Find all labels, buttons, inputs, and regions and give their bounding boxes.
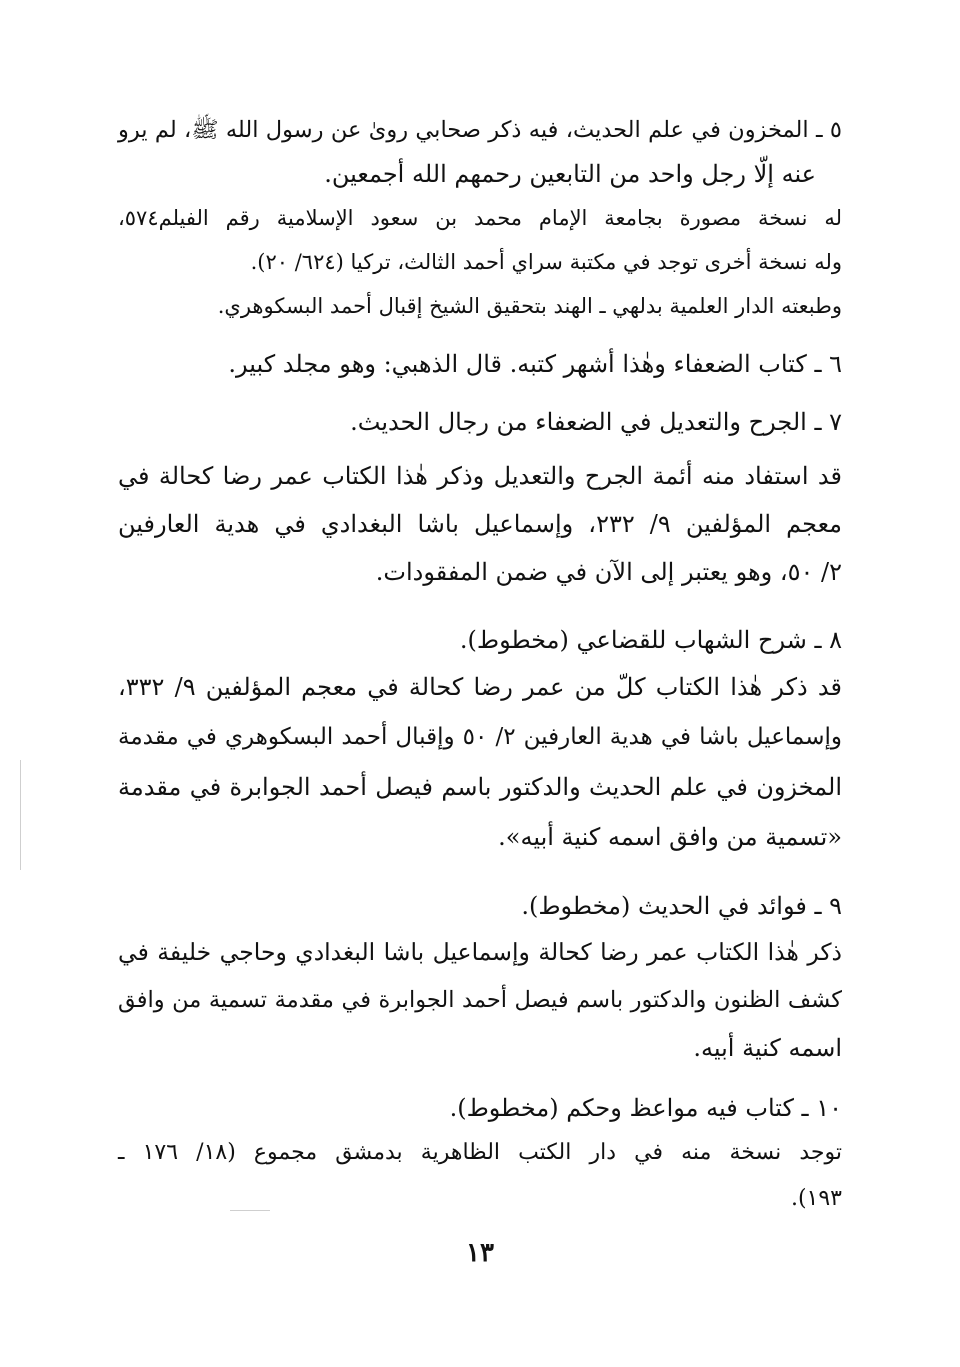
entry-8-line-5: «تسمية من وافق اسمه كنية أبيه». [498, 823, 842, 851]
entry-10-line-3: ١٩٣). [790, 1186, 842, 1211]
entry-6 [118, 342, 842, 386]
entry-7 [118, 400, 842, 596]
page-number: ١٣ [466, 1238, 494, 1268]
entry-8-line-4: المخزون في علم الحديث والدكتور باسم فيصل أحمد الجوابرة في مقدمة [118, 773, 843, 801]
entry-8-line-2: قد ذكر هٰذا الكتاب كلّ من عمر رضا كحالة في معجم المؤلفين ٩/ ٣٣٢، [118, 673, 842, 701]
entry-5 [118, 108, 842, 328]
entry-10-line-1: ١٠ ـ كتاب فيه مواعظ وحكم (مخطوط). [449, 1094, 842, 1122]
entry-5-line-2: عنه إلّا رجل واحد من التابعين رحمهم الله أجمعين. [324, 160, 816, 188]
entry-5-line-5: وطبعته الدار العلمية بدلهي ـ الهند بتحقيق الشيخ إقبال أحمد البسكوهري. [217, 294, 842, 318]
entry-8 [118, 618, 842, 862]
scan-mark-left [20, 760, 21, 870]
entry-8-line-1: ٨ ـ شرح الشهاب للقضاعي (مخطوط). [459, 626, 842, 654]
entry-10-line-2: توجد نسخة منه في دار الكتب الظاهرية بدمشق مجموع (١٨/ ١٧٦ ـ [118, 1140, 842, 1165]
entry-6-line-1: ٦ ـ كتاب الضعفاء وهٰذا أشهر كتبه. قال الذهبي: وهو مجلد كبير. [228, 350, 842, 378]
entry-9-line-2: ذكر هٰذا الكتاب عمر رضا كحالة وإسماعيل باشا البغدادي وحاجي خليفة في [118, 938, 842, 966]
entry-9-line-1: ٩ ـ فوائد في الحديث (مخطوط). [521, 892, 842, 920]
entry-7-line-3: معجم المؤلفين ٩/ ٢٣٢، وإسماعيل باشا البغدادي في هدية العارفين [118, 510, 843, 538]
entry-8-line-3: وإسماعيل باشا في هدية العارفين ٢/ ٥٠ وإقبال أحمد البسكوهري في مقدمة [118, 724, 842, 750]
entry-5-line-4: وله نسخة أخرى توجد في مكتبة سراي أحمد الثالث، تركيا (٦٢٤/ ٢٠). [250, 250, 842, 274]
page-body [118, 108, 842, 1222]
entry-7-line-1: ٧ ـ الجرح والتعديل في الضعفاء من رجال الحديث. [350, 408, 842, 436]
entry-5-line-3: له نسخة مصورة بجامعة الإمام محمد بن سعود الإسلامية رقم الفيلم٥٧٤، [118, 206, 842, 230]
entry-10 [118, 1086, 842, 1222]
entry-7-line-4: ٢/ ٥٠، وهو يعتبر إلى الآن في ضمن المفقودات. [375, 558, 842, 586]
scan-mark-bottom [230, 1210, 270, 1211]
entry-9-line-4: اسمه كنية أبيه. [693, 1034, 842, 1062]
entry-7-line-2: قد استفاد منه أئمة الجرح والتعديل وذكر هٰذا الكتاب عمر رضا كحالة في [118, 462, 842, 490]
entry-9 [118, 884, 842, 1072]
entry-5-line-1: ٥ ـ المخزون في علم الحديث، فيه ذكر صحابي روىٰ عن رسول الله ﷺ، لم يرو [118, 117, 842, 143]
entry-9-line-3: كشف الظنون والدكتور باسم فيصل أحمد الجوابرة في مقدمة تسمية من وافق [118, 987, 842, 1013]
